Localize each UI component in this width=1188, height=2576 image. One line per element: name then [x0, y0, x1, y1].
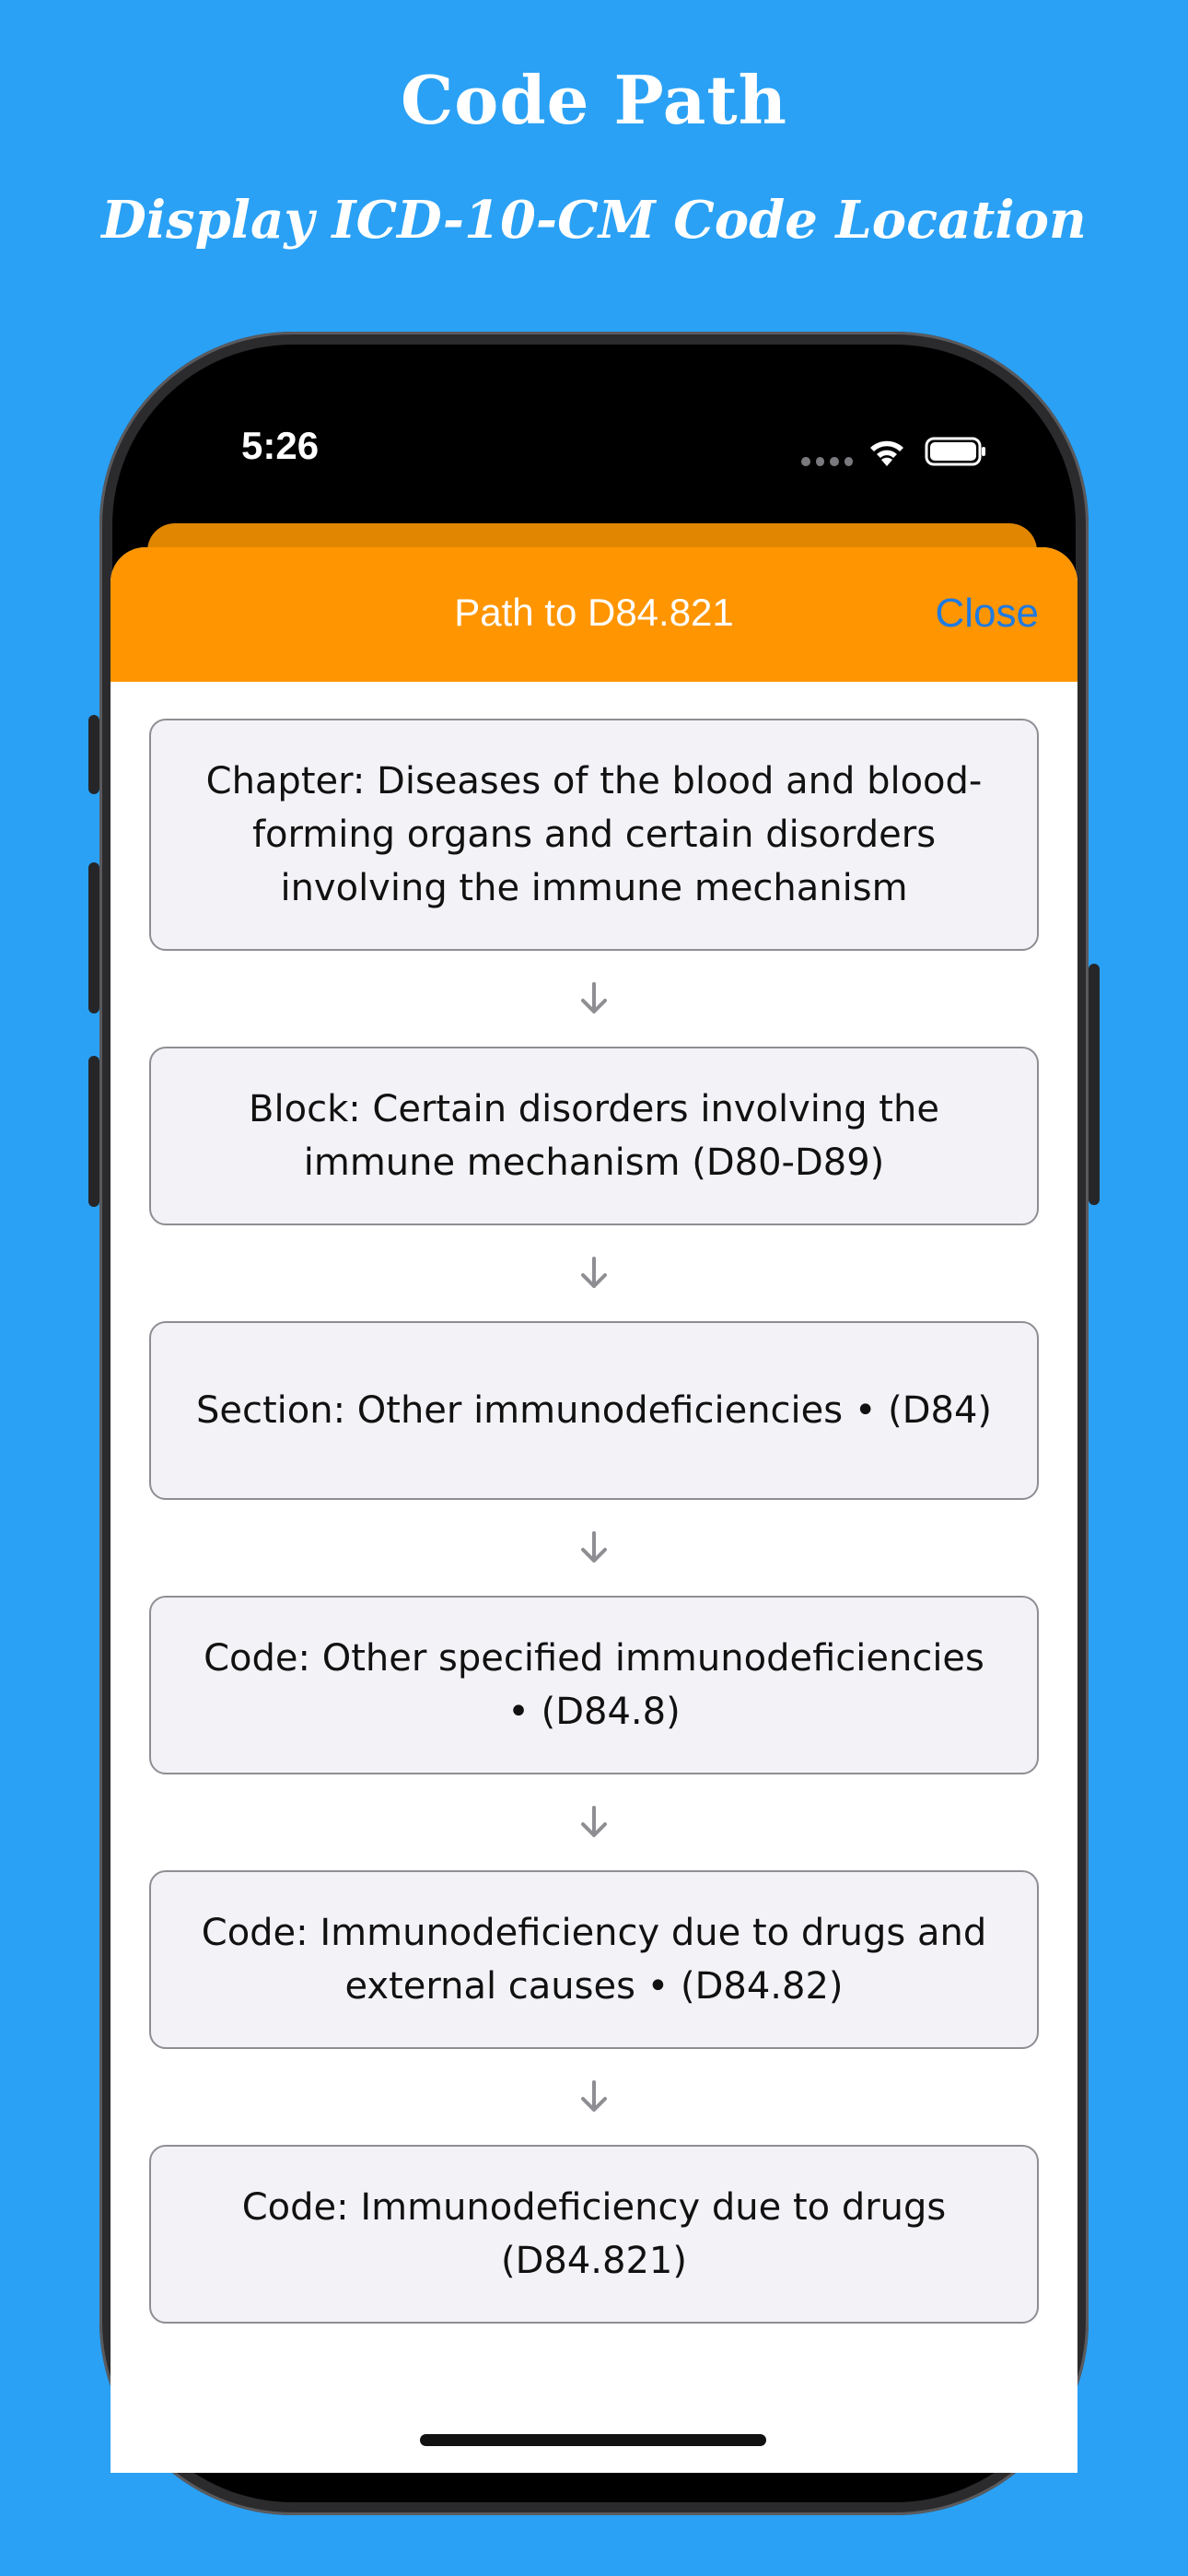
path-card-code[interactable]	[149, 2145, 1039, 2324]
path-card-code[interactable]	[149, 1596, 1039, 1774]
path-card-chapter[interactable]	[149, 719, 1039, 951]
home-indicator[interactable]	[420, 2434, 766, 2446]
battery-icon	[925, 437, 987, 466]
sheet-title: Path to D84.821	[454, 591, 734, 634]
action-button	[88, 715, 99, 794]
arrow-down-icon	[149, 951, 1039, 1047]
wifi-icon	[864, 433, 910, 470]
code-path-sheet	[111, 547, 1077, 2473]
path-card-label: Code: Immunodeficiency due to drugs (D84.821)	[241, 2186, 947, 2282]
path-card-block[interactable]	[149, 1047, 1039, 1225]
arrow-down-icon	[149, 2049, 1039, 2145]
close-button[interactable]: Close	[935, 591, 1039, 636]
path-card-label: Code: Immunodeficiency due to drugs and external causes • (D84.82)	[201, 1912, 987, 2008]
path-card-section[interactable]	[149, 1321, 1039, 1500]
path-card-label: Block: Certain disorders involving the immune mechanism (D80-D89)	[249, 1088, 939, 1184]
arrow-down-icon	[149, 1774, 1039, 1870]
code-path-list	[149, 719, 1039, 2324]
sheet-header	[111, 547, 1077, 682]
path-card-label: Code: Other specified immunodeficiencies • (D84.8)	[204, 1637, 984, 1733]
status-time: 5:26	[241, 424, 320, 467]
path-card-code[interactable]	[149, 1870, 1039, 2049]
cellular-signal-icon	[801, 457, 853, 466]
arrow-down-icon	[149, 1500, 1039, 1596]
promo-subtitle: Display ICD-10-CM Code Location	[101, 190, 1087, 251]
power-button	[1089, 964, 1100, 1205]
promo-title: Code Path	[400, 61, 787, 139]
volume-up-button	[88, 862, 99, 1013]
volume-down-button	[88, 1056, 99, 1207]
arrow-down-icon	[149, 1225, 1039, 1321]
path-card-label: Chapter: Diseases of the blood and blood-forming organs and certain disorders involving the immune mechanism	[205, 760, 983, 909]
path-card-label: Section: Other immunodeficiencies • (D84)	[195, 1389, 993, 1432]
